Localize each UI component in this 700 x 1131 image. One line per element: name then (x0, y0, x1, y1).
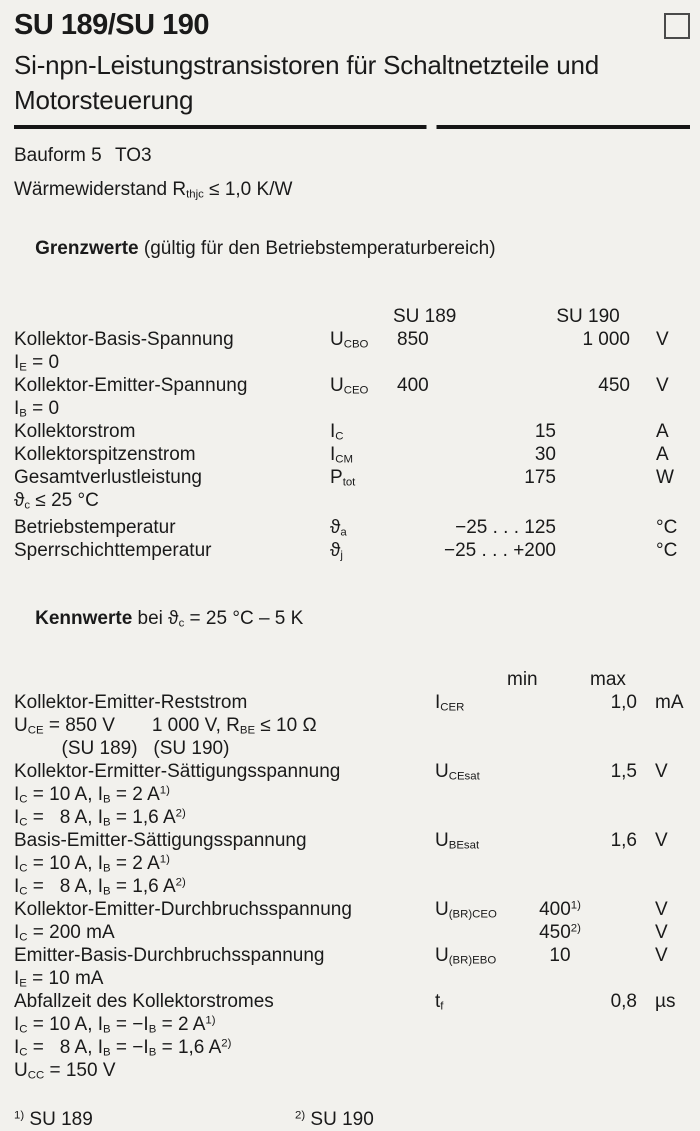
footnotes (14, 1108, 700, 1131)
kennwerte-heading-bold: Kennwerte (35, 608, 133, 629)
condition-line: $I_C = 10$ A, $I_B = -I_B = 2$ $A^{1)}$ (14, 1014, 216, 1036)
param-symbol: $U_{CBO}$ (330, 329, 369, 351)
kennwerte-heading (14, 584, 700, 653)
value-su189: 850 (397, 329, 429, 350)
table-row (14, 420, 700, 443)
table-row (14, 691, 700, 714)
value-su190: 450 (598, 375, 630, 396)
param-symbol: $U_{CEO}$ (330, 375, 369, 397)
param-name: Kollektor-Ermitter-Sättigungsspannung (14, 761, 341, 782)
unit: °C (656, 517, 678, 538)
table-row (14, 760, 700, 783)
table-row (14, 466, 700, 489)
package-label: Bauform 5 (14, 145, 102, 166)
page-subtitle (14, 48, 700, 118)
table-row (14, 990, 700, 1013)
condition-line: $I_E = 10$ mA (14, 968, 104, 990)
condition-line: $I_C = 10$ A, $I_B = 2$ $A^{1)}$ (14, 784, 170, 806)
param-name: Abfallzeit des Kollektorstromes (14, 991, 274, 1012)
param-name: Kollektorstrom (14, 421, 136, 442)
page-title: SU 189/SU 190 (14, 9, 210, 41)
column-header-su190: SU 190 (556, 306, 620, 327)
kennwerte-column-headers (14, 668, 700, 691)
condition-line: $I_C = 8$ A, $I_B = 1,6$ $A^{2)}$ (14, 876, 186, 898)
grenzwerte-heading-rest: (gültig für den Betriebstemperaturbereich) (138, 238, 496, 259)
param-symbol: $U_{(BR)EBO}$ (435, 945, 497, 967)
condition-line: $I_C = 10$ A, $I_B = 2$ $A^{1)}$ (14, 853, 170, 875)
param-name: Kollektor-Emitter-Spannung (14, 375, 248, 396)
table-row (14, 516, 700, 539)
kennwerte-heading-rest: bei $ϑ_c = 25$ °C – 5 K (132, 608, 304, 630)
value-shared: 30 (534, 444, 556, 465)
condition-line: (SU 189) (SU 190) (14, 738, 230, 759)
footnote-1: $^{1)}$ SU 189 (14, 1109, 93, 1130)
table-row (14, 328, 700, 351)
value-range: −25 . . . 125 (455, 517, 556, 538)
param-name: Kollektor-Emitter-Durchbruchsspannung (14, 899, 352, 920)
param-symbol: $U_{CEsat}$ (435, 761, 480, 783)
value-range: −25 . . . +200 (444, 540, 556, 561)
condition-line: $I_B = 0$ (14, 398, 60, 420)
param-symbol: $ϑ_a$ (330, 517, 347, 539)
unit: V (655, 899, 668, 920)
value-shared: 175 (524, 467, 556, 488)
param-symbol: $U_{BEsat}$ (435, 830, 480, 852)
grenzwerte-column-headers (14, 305, 700, 328)
value-min: 400$^{1)}$ (539, 899, 581, 920)
param-symbol: $I_C$ (330, 421, 344, 443)
param-name: Betriebstemperatur (14, 517, 176, 538)
value-su190: 1 000 (582, 329, 630, 350)
param-name: Gesamtverlustleistung (14, 467, 202, 488)
param-name: Kollektorspitzenstrom (14, 444, 196, 465)
unit: mA (655, 692, 684, 713)
unit: V (655, 945, 668, 966)
package-value: TO3 (115, 145, 152, 166)
value-max: 0,8 (610, 991, 637, 1012)
param-name: Kollektor-Emitter-Reststrom (14, 692, 248, 713)
table-row (14, 829, 700, 852)
param-name: Kollektor-Basis-Spannung (14, 329, 234, 350)
unit: A (656, 421, 669, 442)
value-shared: 15 (534, 421, 556, 442)
footnote-2: $^{2)}$ SU 190 (295, 1109, 374, 1130)
condition-line: $I_C = 8$ A, $I_B = 1,6$ $A^{2)}$ (14, 807, 186, 829)
value-max: 1,5 (610, 761, 637, 782)
unit: µs (655, 991, 676, 1012)
unit: V (656, 375, 669, 396)
table-row (14, 944, 700, 967)
value-max: 1,0 (610, 692, 637, 713)
param-symbol: $I_{CM}$ (330, 444, 353, 466)
value-min: 450$^{2)}$ (539, 922, 581, 943)
condition-line: $I_C = 8$ A, $I_B = -I_B = 1,6$ $A^{2)}$ (14, 1037, 232, 1059)
param-symbol: $U_{(BR)CEO}$ (435, 899, 497, 921)
param-name: Emitter-Basis-Durchbruchsspannung (14, 945, 325, 966)
unit: V (655, 830, 668, 851)
unit: V (655, 922, 668, 943)
column-header-max: max (590, 669, 626, 690)
unit: V (656, 329, 669, 350)
value-su189: 400 (397, 375, 429, 396)
condition-line: $ϑ_c \le 25$ °C (14, 490, 99, 512)
grenzwerte-heading-bold: Grenzwerte (35, 238, 139, 259)
grenzwerte-heading (14, 214, 700, 283)
table-row (14, 374, 700, 397)
param-symbol: $I_{CER}$ (435, 692, 465, 714)
condition-line: $U_{CE} = 850$ V 1 000 V, $R_{BE} \le 10$ Ω (14, 715, 317, 737)
table-row (14, 921, 700, 944)
corner-checkbox-square-icon (664, 13, 690, 39)
unit: A (656, 444, 669, 465)
value-max: 1,6 (610, 830, 637, 851)
unit: W (656, 467, 674, 488)
value-min: 10 (549, 945, 571, 966)
table-row (14, 443, 700, 466)
thermal-resistance: Wärmewiderstand $R_{thjc} \le 1,0$ K/W (14, 179, 293, 201)
subtitle-line-1: Si-npn-Leistungstransistoren für Schaltnetzteile und (14, 50, 600, 80)
condition-line: $I_C = 200$ mA (14, 922, 115, 944)
param-name: Basis-Emitter-Sättigungsspannung (14, 830, 307, 851)
column-header-su189: SU 189 (393, 306, 457, 327)
package-info (14, 144, 700, 167)
horizontal-rule (14, 125, 690, 129)
subtitle-line-2: Motorsteuerung (14, 85, 194, 115)
column-header-min: min (507, 669, 538, 690)
table-row (14, 539, 700, 562)
unit: V (655, 761, 668, 782)
param-symbol: $P_{tot}$ (330, 467, 356, 489)
condition-line: $I_E = 0$ (14, 352, 60, 374)
param-symbol: $ϑ_j$ (330, 540, 343, 562)
table-row (14, 898, 700, 921)
param-name: Sperrschichttemperatur (14, 540, 212, 561)
param-symbol: $t_f$ (435, 991, 444, 1013)
unit: °C (656, 540, 678, 561)
condition-line: $U_{CC} = 150$ V (14, 1060, 116, 1082)
